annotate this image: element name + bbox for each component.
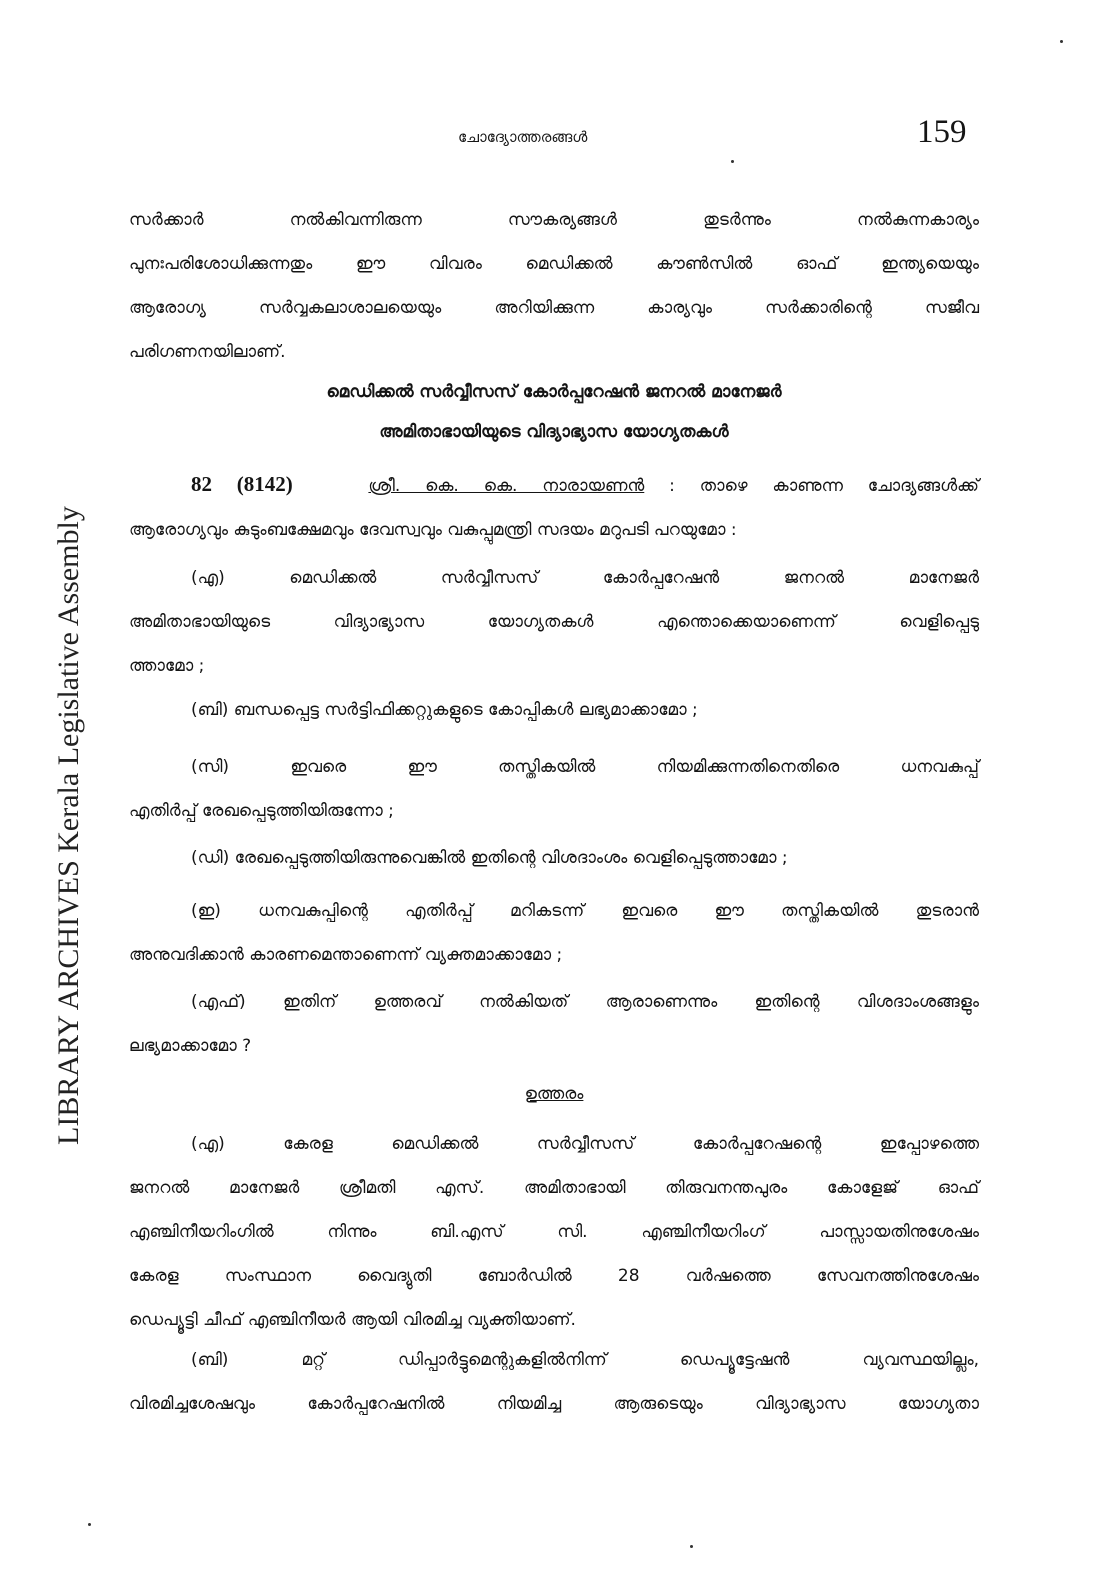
running-head: ചോദ്യോത്തരങ്ങൾ [458, 128, 588, 146]
question-part-e [129, 889, 979, 977]
text-line: ത്താമോ ; [129, 656, 205, 676]
question-part-a [129, 556, 979, 688]
text-line: ആരോഗ്യ സർവ്വകലാശാലയെയും അറിയിക്കുന്ന കാര്യവും സർക്കാരിന്റെ സജീവ [129, 298, 979, 318]
heading-line: മെഡിക്കൽ സർവ്വീസസ് കോർപ്പറേഷൻ ജനറൽ മാനേജർ [326, 382, 782, 402]
text-line: സർക്കാർ നൽകിവന്നിരുന്ന സൗകര്യങ്ങൾ തുടർന്നും നൽകുന്നകാര്യം [129, 210, 979, 230]
text-line: (ഡി) രേഖപ്പെടുത്തിയിരുന്നുവെങ്കിൽ ഇതിന്റെ വിശദാംശം വെളിപ്പെടുത്താമോ ; [191, 848, 788, 868]
text-line: (ബി) മറ്റ് ഡിപ്പാർട്ടുമെന്റുകളിൽനിന്ന് ഡെപ്യൂട്ടേഷൻ വ്യവസ്ഥയില്ലം, [191, 1350, 979, 1370]
answer-part-a [129, 1122, 979, 1342]
scan-speck [88, 1523, 91, 1526]
text-line: (എ) കേരള മെഡിക്കൽ സർവ്വീസസ് കോർപ്പറേഷന്റെ ഇപ്പോഴത്തെ [191, 1134, 979, 1154]
question-heading [129, 372, 979, 452]
text-line: ഡെപ്യൂട്ടി ചീഫ് എഞ്ചിനീയർ ആയി വിരമിച്ച വ്യക്തിയാണ്. [129, 1310, 576, 1330]
text-line: എഞ്ചിനീയറിംഗിൽ നിന്നും ബി.എസ് സി. എഞ്ചിനീയറിംഗ് പാസ്സായതിനുശേഷം [129, 1222, 979, 1242]
text-line: ലഭ്യമാക്കാമോ ? [129, 1036, 252, 1056]
question-part-b [129, 688, 979, 732]
question-part-f [129, 980, 979, 1068]
question-intro [129, 462, 979, 552]
text-line: അനുവദിക്കാൻ കാരണമെന്താണെന്ന് വ്യക്തമാക്കാമോ ; [129, 945, 563, 965]
heading-line: അമിതാഭായിയുടെ വിദ്യാഭ്യാസ യോഗ്യതകൾ [379, 422, 729, 442]
text-line: (സി) ഇവരെ ഈ തസ്തികയിൽ നിയമിക്കുന്നതിനെതിരെ ധനവകുപ്പ് [191, 757, 979, 777]
text-line: അമിതാഭായിയുടെ വിദ്യാഭ്യാസ യോഗ്യതകൾ എന്തൊക്കെയാണെന്ന് വെളിപ്പെടു [129, 612, 979, 632]
text-line: (ഇ) ധനവകുപ്പിന്റെ എതിർപ്പ് മറികടന്ന് ഇവരെ ഈ തസ്തികയിൽ തുടരാൻ [191, 901, 979, 921]
question-intro-text: : താഴെ കാണുന്ന ചോദ്യങ്ങൾക്ക് [644, 476, 979, 496]
text-line: പുനഃപരിശോധിക്കുന്നതും ഈ വിവരം മെഡിക്കൽ കൗൺസിൽ ഓഫ് ഇന്ത്യയെയും [129, 254, 979, 274]
text-line: കേരള സംസ്ഥാന വൈദ്യുതി ബോർഡിൽ 28 വർഷത്തെ സേവനത്തിനുശേഷം [129, 1266, 979, 1286]
page-number: 159 [917, 114, 967, 150]
text-line: പരിഗണനയിലാണ്. [129, 342, 286, 362]
answer-label: ഉത്തരം [524, 1084, 584, 1104]
text-line: (എഫ്) ഇതിന് ഉത്തരവ് നൽകിയത് ആരാണെന്നും ഇതിന്റെ വിശദാംശങ്ങളും [191, 992, 979, 1012]
text-line: ജനറൽ മാനേജർ ശ്രീമതി എസ്. അമിതാഭായി തിരുവനന്തപുരം കോളേജ് ഓഫ് [129, 1178, 979, 1198]
text-line: എതിർപ്പ് രേഖപ്പെടുത്തിയിരുന്നോ ; [129, 801, 394, 821]
question-number: 82 (8142) [191, 472, 293, 496]
question-part-c [129, 745, 979, 833]
member-name: ശ്രീ. കെ. കെ. നാരായണൻ [368, 476, 645, 496]
scan-speck [690, 1545, 693, 1548]
scan-speck [731, 160, 734, 163]
carryover-paragraph [129, 198, 979, 374]
text-line: വിരമിച്ചശേഷവും കോർപ്പറേഷനിൽ നിയമിച്ച ആരുടെയും വിദ്യാഭ്യാസ യോഗ്യതാ [129, 1394, 979, 1414]
text-line: ആരോഗ്യവും കുടുംബക്ഷേമവും ദേവസ്വവും വകുപ്പുമന്ത്രി സദയം മറുപടി പറയുമോ : [129, 520, 737, 540]
text-line: (എ) മെഡിക്കൽ സർവ്വീസസ് കോർപ്പറേഷൻ ജനറൽ മാനേജർ [191, 568, 979, 588]
scan-speck [1060, 40, 1063, 43]
answer-part-b [129, 1338, 979, 1426]
archive-side-label: LIBRARY ARCHIVES Kerala Legislative Assembly [52, 506, 85, 1145]
text-line: (ബി) ബന്ധപ്പെട്ട സർട്ടിഫിക്കറ്റുകളുടെ കോപ്പികൾ ലഭ്യമാക്കാമോ ; [191, 700, 698, 720]
question-part-d [129, 836, 979, 880]
